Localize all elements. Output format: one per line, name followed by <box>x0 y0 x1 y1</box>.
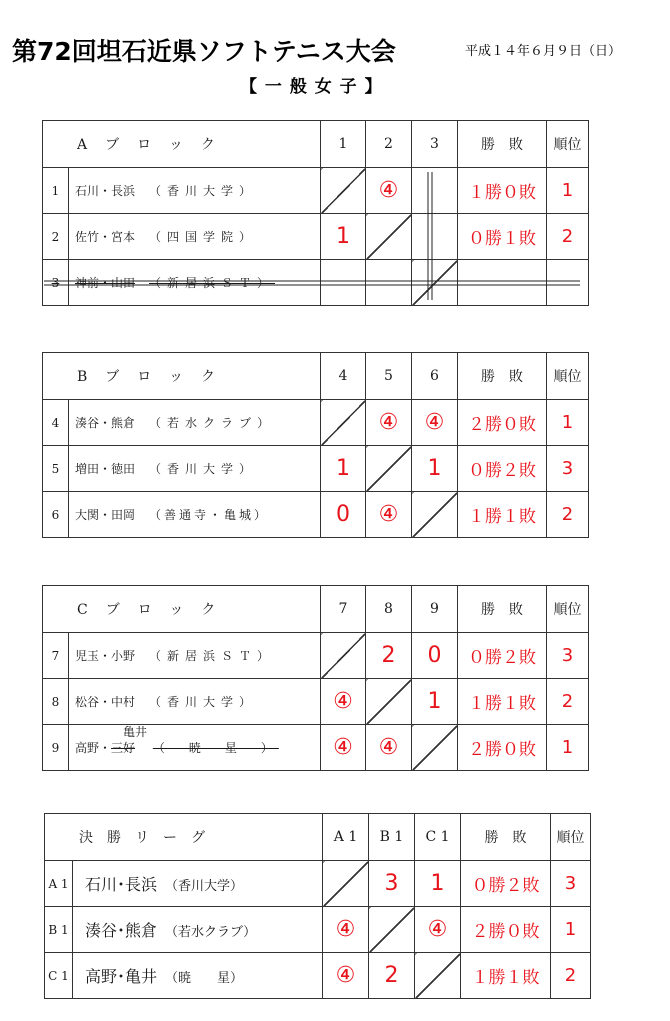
self-match-cell <box>415 953 461 999</box>
team: （若水クラブ） <box>149 416 276 430</box>
players: 佐竹・宮本 <box>75 230 136 244</box>
block-b-col-6: 6 <box>412 353 458 400</box>
players: 高野･亀井 <box>85 967 158 986</box>
final-col-b1: B 1 <box>369 814 415 861</box>
players: 高野・ <box>75 741 112 755</box>
block-b-col-5: 5 <box>366 353 412 400</box>
block-a-header-row <box>43 121 589 168</box>
team: （香川大学） <box>149 462 258 476</box>
score: 1 <box>412 446 458 492</box>
players: 神前・山田 <box>75 276 136 290</box>
table-row <box>43 633 589 679</box>
entry-number: 7 <box>43 633 69 679</box>
score: 1 <box>321 446 366 492</box>
table-row <box>45 861 591 907</box>
block-b-rank-header: 順位 <box>547 353 589 400</box>
pair-name <box>69 725 321 771</box>
block-a-table <box>42 120 589 306</box>
category-subtitle: 【 一 般 女 子 】 <box>240 77 383 97</box>
score: ④ <box>321 725 366 771</box>
score: ④ <box>366 492 412 538</box>
block-c-col-9: 9 <box>412 586 458 633</box>
team: （四国学院） <box>149 230 258 244</box>
block-c-header-row <box>43 586 589 633</box>
block-b-col-4: 4 <box>321 353 366 400</box>
win-loss: ０勝２敗 <box>458 446 547 492</box>
entry-number: 1 <box>43 168 69 214</box>
table-row <box>45 953 591 999</box>
pair-name <box>69 168 321 214</box>
page-title: 第72回坦石近県ソフトテニス大会 <box>12 37 396 66</box>
pair-name <box>69 400 321 446</box>
pair-name <box>69 260 321 306</box>
rank: 2 <box>547 492 589 538</box>
entry-number: B 1 <box>45 907 73 953</box>
entry-number: 9 <box>43 725 69 771</box>
block-a-col-2: 2 <box>366 121 412 168</box>
team: （香川大学） <box>165 879 244 894</box>
pair-name <box>73 907 323 953</box>
score: ④ <box>366 400 412 446</box>
players: 松谷・中村 <box>75 695 136 709</box>
pair-name <box>69 214 321 260</box>
score: ④ <box>323 907 369 953</box>
table-row <box>43 446 589 492</box>
block-a-rank-header: 順位 <box>547 121 589 168</box>
block-c-winloss-header: 勝 敗 <box>458 586 547 633</box>
self-match-cell <box>412 492 458 538</box>
final-label: 決勝リーグ <box>45 814 323 861</box>
entry-number: 5 <box>43 446 69 492</box>
players: 石川・長浜 <box>75 184 136 198</box>
self-match-cell <box>412 725 458 771</box>
block-c-table <box>42 585 589 771</box>
score: 3 <box>369 861 415 907</box>
self-match-cell <box>321 400 366 446</box>
block-a-winloss-header: 勝 敗 <box>458 121 547 168</box>
win-loss: ０勝１敗 <box>458 214 547 260</box>
entry-number: 3 <box>43 260 69 306</box>
score: 1 <box>415 861 461 907</box>
players: 石川･長浜 <box>85 875 158 894</box>
win-loss: １勝１敗 <box>458 679 547 725</box>
self-match-cell <box>323 861 369 907</box>
players: 増田・徳田 <box>75 462 136 476</box>
final-col-c1: C 1 <box>415 814 461 861</box>
rank: 2 <box>551 953 591 999</box>
win-loss: ０勝２敗 <box>461 861 551 907</box>
table-row <box>43 400 589 446</box>
empty-cell <box>547 260 589 306</box>
score: 0 <box>412 633 458 679</box>
entry-number: 8 <box>43 679 69 725</box>
score: ④ <box>321 679 366 725</box>
block-b-table <box>42 352 589 538</box>
pair-name <box>73 861 323 907</box>
win-loss: ２勝０敗 <box>461 907 551 953</box>
rank: 3 <box>547 633 589 679</box>
self-match-cell <box>369 907 415 953</box>
score: 2 <box>369 953 415 999</box>
block-a-col-3: 3 <box>412 121 458 168</box>
final-rank-header: 順位 <box>551 814 591 861</box>
table-row <box>43 492 589 538</box>
score: ④ <box>366 725 412 771</box>
score: ④ <box>366 168 412 214</box>
score: ④ <box>415 907 461 953</box>
score: 1 <box>321 214 366 260</box>
team: （暁 星） <box>165 971 244 986</box>
empty-cell <box>458 260 547 306</box>
win-loss: １勝０敗 <box>458 168 547 214</box>
entry-number: A 1 <box>45 861 73 907</box>
table-row <box>43 168 589 214</box>
win-loss: ２勝０敗 <box>458 400 547 446</box>
entry-number: C 1 <box>45 953 73 999</box>
final-league-table <box>44 813 591 999</box>
entry-number: 2 <box>43 214 69 260</box>
team: （新居浜ＳＴ） <box>149 649 276 663</box>
self-match-cell <box>412 260 458 306</box>
entry-number: 6 <box>43 492 69 538</box>
team: （若水クラブ） <box>165 925 257 940</box>
score: 1 <box>412 679 458 725</box>
table-row <box>45 907 591 953</box>
team: （香川大学） <box>149 695 258 709</box>
table-row <box>43 679 589 725</box>
block-a-col-1: 1 <box>321 121 366 168</box>
rank: 2 <box>547 679 589 725</box>
rank: 1 <box>547 725 589 771</box>
players: 児玉・小野 <box>75 649 136 663</box>
score <box>412 214 458 260</box>
rank: 2 <box>547 214 589 260</box>
self-match-cell <box>366 446 412 492</box>
entry-number: 4 <box>43 400 69 446</box>
event-date: 平成１４年６月９日（日） <box>465 44 622 59</box>
self-match-cell <box>366 679 412 725</box>
team: （善通寺・亀城） <box>149 508 270 522</box>
final-col-a1: A 1 <box>323 814 369 861</box>
rank: 1 <box>547 168 589 214</box>
final-header-row <box>45 814 591 861</box>
struck-name: 三好 <box>111 741 136 755</box>
score: 0 <box>321 492 366 538</box>
table-row <box>43 214 589 260</box>
rank: 3 <box>551 861 591 907</box>
players: 湊谷･熊倉 <box>85 921 158 940</box>
block-c-col-8: 8 <box>366 586 412 633</box>
block-c-rank-header: 順位 <box>547 586 589 633</box>
rank: 3 <box>547 446 589 492</box>
name-correction: 亀井 <box>123 725 148 739</box>
rank: 1 <box>547 400 589 446</box>
team: （新居浜ＳＴ） <box>149 276 276 290</box>
self-match-cell <box>321 168 366 214</box>
empty-cell <box>321 260 366 306</box>
team: （香川大学） <box>149 184 258 198</box>
block-b-winloss-header: 勝 敗 <box>458 353 547 400</box>
score <box>412 168 458 214</box>
team: （ 暁 星 ） <box>152 741 279 755</box>
score: ④ <box>323 953 369 999</box>
empty-cell <box>366 260 412 306</box>
pair-name <box>73 953 323 999</box>
withdrawn-row <box>43 260 589 306</box>
block-b-label: Bブロック <box>43 353 321 400</box>
final-winloss-header: 勝 敗 <box>461 814 551 861</box>
win-loss: ０勝２敗 <box>458 633 547 679</box>
players: 湊谷・熊倉 <box>75 416 136 430</box>
score: ④ <box>412 400 458 446</box>
win-loss: ２勝０敗 <box>458 725 547 771</box>
pair-name <box>69 446 321 492</box>
win-loss: １勝１敗 <box>461 953 551 999</box>
pair-name <box>69 633 321 679</box>
win-loss: １勝１敗 <box>458 492 547 538</box>
table-row <box>43 725 589 771</box>
score: 2 <box>366 633 412 679</box>
block-a-label: Aブロック <box>43 121 321 168</box>
block-c-col-7: 7 <box>321 586 366 633</box>
pair-name <box>69 492 321 538</box>
pair-name <box>69 679 321 725</box>
self-match-cell <box>366 214 412 260</box>
block-c-label: Cブロック <box>43 586 321 633</box>
self-match-cell <box>321 633 366 679</box>
players: 大関・田岡 <box>75 508 136 522</box>
rank: 1 <box>551 907 591 953</box>
block-b-header-row <box>43 353 589 400</box>
